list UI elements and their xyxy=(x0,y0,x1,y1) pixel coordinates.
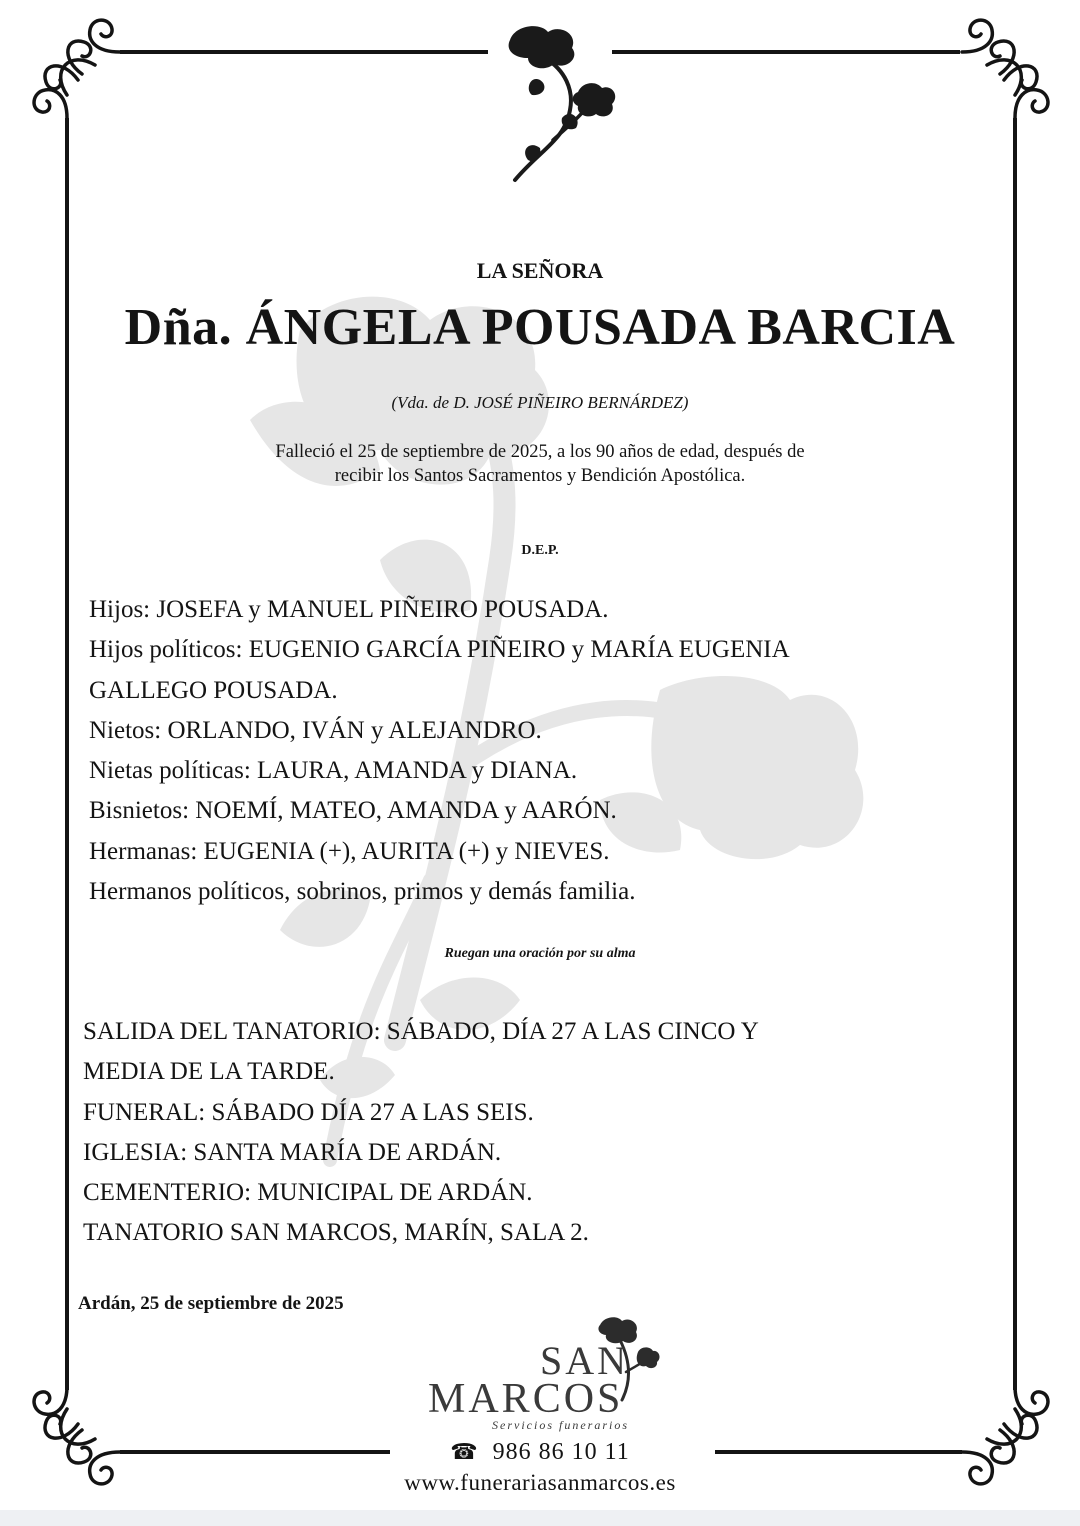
place-date: Ardán, 25 de septiembre de 2025 xyxy=(78,1293,344,1314)
title-prefix: LA SEÑORA xyxy=(476,258,604,283)
ceremony-line: MEDIA DE LA TARDE. xyxy=(83,1058,335,1086)
ceremony-line: FUNERAL: SÁBADO DÍA 27 A LAS SEIS. xyxy=(83,1098,534,1126)
phone-row xyxy=(0,1439,1080,1466)
logo-line-marcos: MARCOS xyxy=(428,1376,624,1422)
family-line: Nietos: ORLANDO, IVÁN y ALEJANDRO. xyxy=(89,716,542,744)
ceremony-line: TANATORIO SAN MARCOS, MARÍN, SALA 2. xyxy=(83,1219,589,1247)
family-line: Hijos políticos: EUGENIO GARCÍA PIÑEIRO y MARÍA EUGENIA xyxy=(89,636,790,664)
corner-ornament-top-left-icon xyxy=(34,20,120,118)
family-line: Hermanas: EUGENIA (+), AURITA (+) y NIEVES. xyxy=(89,837,610,865)
ceremony-list xyxy=(83,1012,1003,1254)
family-line: Hermanos políticos, sobrinos, primos y demás familia. xyxy=(89,878,636,906)
phone-number[interactable]: 986 86 10 11 xyxy=(492,1439,630,1465)
ceremony-line: IGLESIA: SANTA MARÍA DE ARDÁN. xyxy=(83,1138,502,1166)
ceremony-line: SALIDA DEL TANATORIO: SÁBADO, DÍA 27 A LAS CINCO Y xyxy=(83,1018,759,1045)
widow-note: (Vda. de D. JOSÉ PIÑEIRO BERNÁRDEZ) xyxy=(391,393,689,412)
pray-note: Ruegan una oración por su alma xyxy=(444,946,636,961)
family-list xyxy=(89,590,989,912)
family-line: GALLEGO POUSADA. xyxy=(89,676,338,704)
death-note-line: Falleció el 25 de septiembre de 2025, a los 90 años de edad, después de xyxy=(275,442,805,462)
dep-label: D.E.P. xyxy=(521,543,559,558)
logo-line-san: SAN xyxy=(540,1338,630,1383)
death-note xyxy=(200,440,880,488)
ceremony-line: CEMENTERIO: MUNICIPAL DE ARDÁN. xyxy=(83,1179,533,1207)
top-flower-icon xyxy=(509,26,616,180)
family-line: Hijos: JOSEFA y MANUEL PIÑEIRO POUSADA. xyxy=(89,596,609,623)
deceased-name: Dña. ÁNGELA POUSADA BARCIA xyxy=(124,299,956,356)
logo-tagline: Servicios funerarios xyxy=(492,1418,629,1432)
bottom-strip xyxy=(0,1510,1080,1526)
death-note-line: recibir los Santos Sacramentos y Bendición Apostólica. xyxy=(334,466,746,486)
corner-ornament-top-right-icon xyxy=(962,20,1048,118)
phone-icon: ☎ xyxy=(450,1439,479,1464)
family-line: Nietas políticas: LAURA, AMANDA y DIANA. xyxy=(89,757,578,785)
family-line: Bisnietos: NOEMÍ, MATEO, AMANDA y AARÓN. xyxy=(89,797,617,825)
website-link[interactable]: www.funerariasanmarcos.es xyxy=(404,1470,676,1495)
san-marcos-logo xyxy=(410,1315,670,1440)
